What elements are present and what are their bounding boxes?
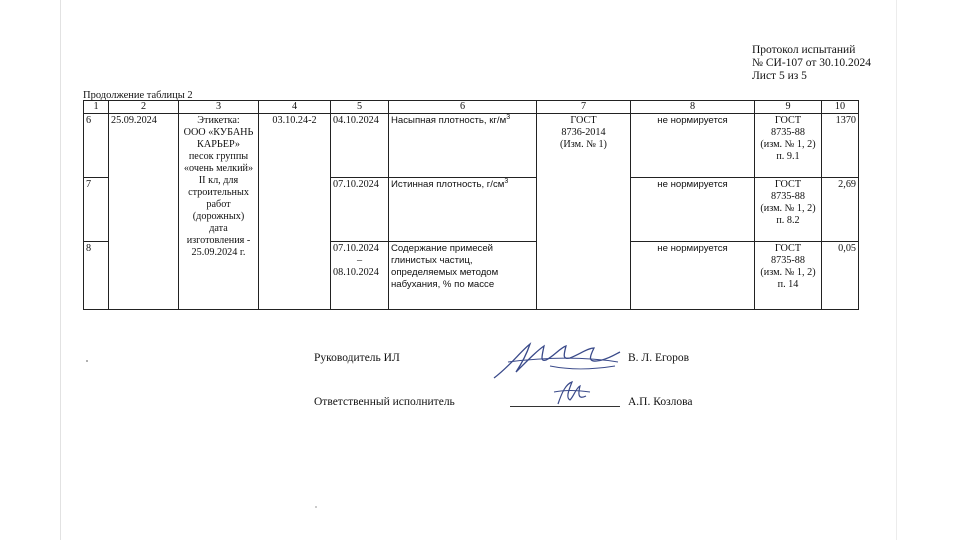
results-table: [83, 100, 859, 310]
col-num: 9: [755, 101, 822, 114]
col-num: 4: [259, 101, 331, 114]
requirement: не нормируется: [631, 242, 755, 310]
indicator: Истинная плотность, $г/см^3$: [389, 178, 537, 242]
col-num: 1: [84, 101, 109, 114]
sample-date: 25.09.2024: [109, 114, 179, 310]
header-title: Протокол испытаний: [752, 44, 856, 56]
result-value: 0,05: [822, 242, 859, 310]
header-sheet: Лист 5 из 5: [752, 70, 807, 82]
signature-executor-role: Ответственный исполнитель: [314, 396, 455, 408]
result-value: 2,69: [822, 178, 859, 242]
indicator: Содержание примесей глинистых частиц, определяемых методом набухания, % по массе: [389, 242, 537, 310]
col-num: 8: [631, 101, 755, 114]
table-caption: Продолжение таблицы 2: [83, 90, 193, 101]
scan-dot: [315, 506, 317, 508]
sample-code: 03.10.24-2: [259, 114, 331, 310]
row-number: 7: [84, 178, 109, 242]
scan-dot: [86, 360, 88, 362]
handwritten-signature-icon: [548, 378, 594, 408]
indicator: Насыпная плотность, $кг/м^3$: [389, 114, 537, 178]
page-edge-left: [60, 0, 61, 540]
test-method: ГОСТ 8735-88 (изм. № 1, 2) п. 8.2: [755, 178, 822, 242]
signature-head-name: В. Л. Егоров: [628, 352, 690, 364]
requirement: не нормируется: [631, 114, 755, 178]
col-num: 10: [822, 101, 859, 114]
header-number: № СИ-107 от 30.10.2024: [752, 57, 872, 69]
test-date: 07.10.2024 – 08.10.2024: [331, 242, 389, 310]
norm-document: ГОСТ 8736-2014 (Изм. № 1): [537, 114, 631, 310]
col-num: 2: [109, 101, 179, 114]
row-number: 6: [84, 114, 109, 178]
col-num: 6: [389, 101, 537, 114]
page-edge-right: [896, 0, 897, 540]
signature-executor-name: А.П. Козлова: [628, 396, 693, 408]
test-date: 07.10.2024: [331, 178, 389, 242]
row-number: 8: [84, 242, 109, 310]
sample-description: Этикетка: ООО «КУБАНЬ КАРЬЕР» песок группы «очень мелкий» II кл, для строительных работ (дорожных) дата изготовления - 25.09.2024 г.: [179, 114, 259, 310]
test-method: ГОСТ 8735-88 (изм. № 1, 2) п. 14: [755, 242, 822, 310]
column-number-row: [84, 101, 859, 114]
requirement: не нормируется: [631, 178, 755, 242]
col-num: 5: [331, 101, 389, 114]
col-num: 3: [179, 101, 259, 114]
table-row: [84, 114, 859, 178]
handwritten-signature-icon: [490, 336, 625, 382]
result-value: 1370: [822, 114, 859, 178]
signature-head-role: Руководитель ИЛ: [314, 352, 400, 364]
test-date: 04.10.2024: [331, 114, 389, 178]
test-method: ГОСТ 8735-88 (изм. № 1, 2) п. 9.1: [755, 114, 822, 178]
protocol-header: [752, 44, 871, 83]
col-num: 7: [537, 101, 631, 114]
